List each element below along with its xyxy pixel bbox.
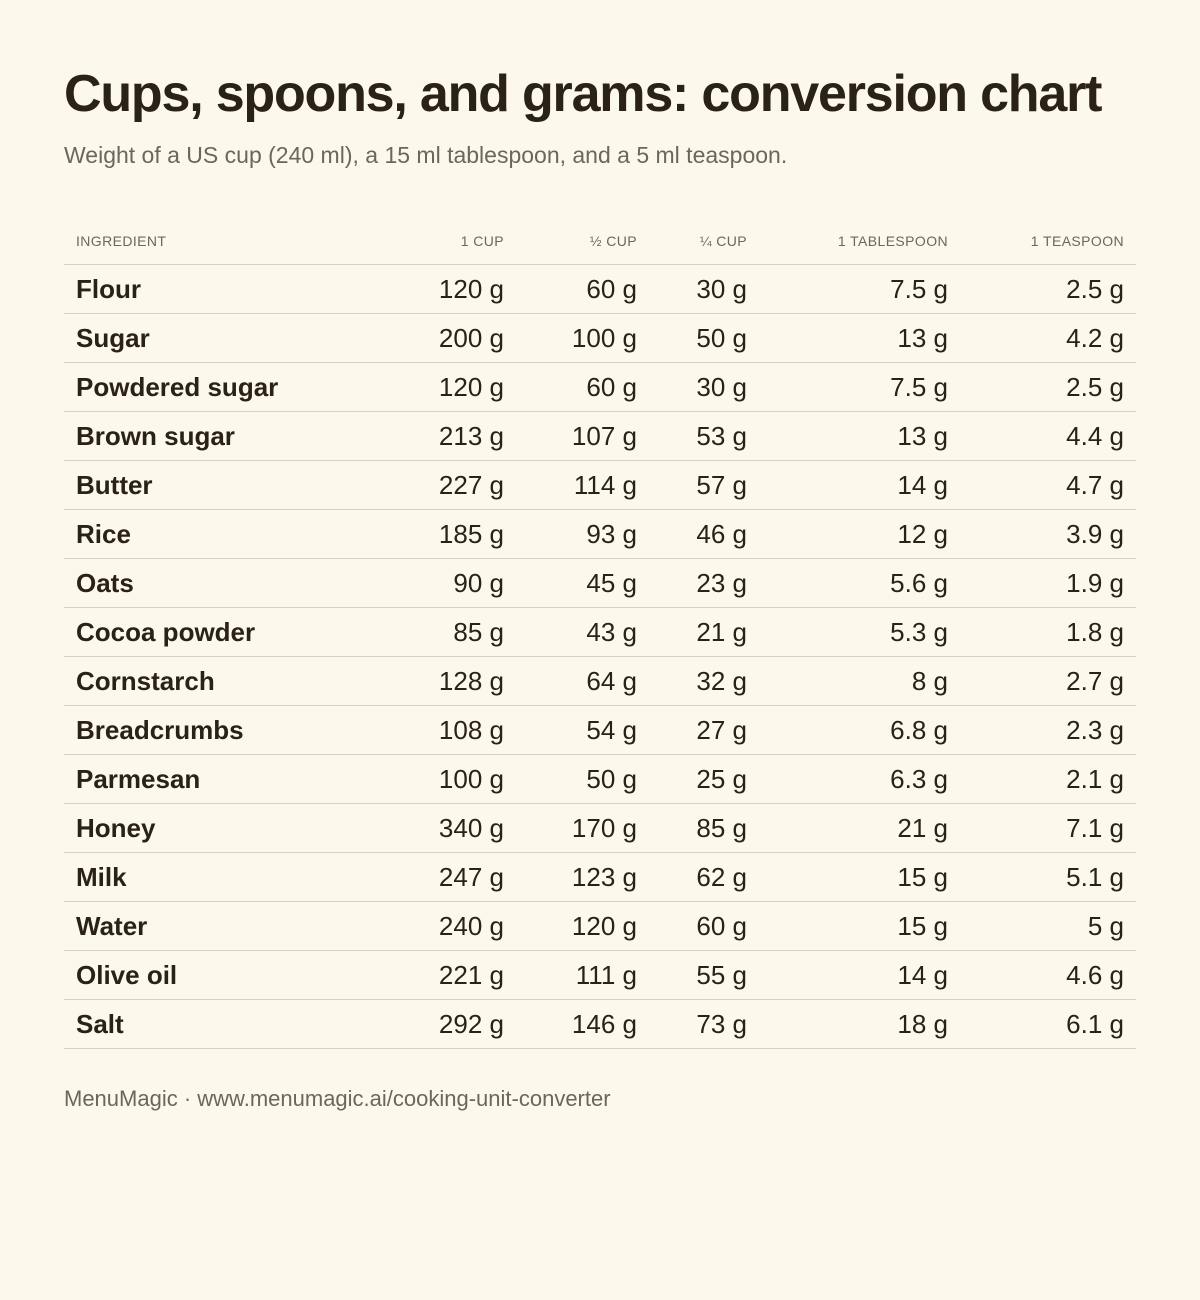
cell-1-teaspoon: 2.7 g (960, 657, 1136, 706)
cell-1-teaspoon: 2.5 g (960, 363, 1136, 412)
cell-ingredient: Parmesan (64, 755, 404, 804)
cell-ingredient: Water (64, 902, 404, 951)
table-row (64, 510, 1136, 559)
page-subtitle: Weight of a US cup (240 ml), a 15 ml tablespoon, and a 5 ml teaspoon. (64, 142, 788, 168)
cell-1-cup: 108 g (404, 706, 516, 755)
cell-half-cup: 120 g (516, 902, 649, 951)
cell-ingredient: Rice (64, 510, 404, 559)
cell-1-tablespoon: 14 g (759, 461, 960, 510)
cell-1-tablespoon: 14 g (759, 951, 960, 1000)
table-row (64, 265, 1136, 314)
cell-quarter-cup: 57 g (649, 461, 759, 510)
table-row (64, 951, 1136, 1000)
cell-half-cup: 60 g (516, 363, 649, 412)
cell-ingredient: Flour (64, 265, 404, 314)
cell-quarter-cup: 30 g (649, 363, 759, 412)
table-row (64, 1000, 1136, 1049)
cell-1-cup: 292 g (404, 1000, 516, 1049)
cell-half-cup: 114 g (516, 461, 649, 510)
cell-ingredient: Powdered sugar (64, 363, 404, 412)
cell-1-cup: 100 g (404, 755, 516, 804)
cell-1-cup: 240 g (404, 902, 516, 951)
table-row (64, 804, 1136, 853)
cell-1-cup: 213 g (404, 412, 516, 461)
cell-half-cup: 64 g (516, 657, 649, 706)
cell-quarter-cup: 32 g (649, 657, 759, 706)
cell-1-tablespoon: 6.3 g (759, 755, 960, 804)
cell-quarter-cup: 23 g (649, 559, 759, 608)
cell-1-teaspoon: 2.1 g (960, 755, 1136, 804)
cell-1-teaspoon: 4.7 g (960, 461, 1136, 510)
cell-1-cup: 200 g (404, 314, 516, 363)
cell-half-cup: 54 g (516, 706, 649, 755)
cell-ingredient: Breadcrumbs (64, 706, 404, 755)
cell-quarter-cup: 55 g (649, 951, 759, 1000)
cell-1-teaspoon: 4.2 g (960, 314, 1136, 363)
column-header-quarter-cup: ¼ CUP (649, 218, 759, 265)
cell-quarter-cup: 30 g (649, 265, 759, 314)
cell-1-teaspoon: 5 g (960, 902, 1136, 951)
column-header-half-cup: ½ CUP (516, 218, 649, 265)
cell-1-teaspoon: 2.3 g (960, 706, 1136, 755)
cell-half-cup: 45 g (516, 559, 649, 608)
column-header-1-teaspoon: 1 TEASPOON (960, 218, 1136, 265)
cell-1-cup: 185 g (404, 510, 516, 559)
table-row (64, 706, 1136, 755)
cell-1-cup: 247 g (404, 853, 516, 902)
cell-1-cup: 85 g (404, 608, 516, 657)
cell-1-teaspoon: 1.9 g (960, 559, 1136, 608)
table-row (64, 412, 1136, 461)
cell-1-tablespoon: 18 g (759, 1000, 960, 1049)
cell-quarter-cup: 85 g (649, 804, 759, 853)
column-header-1-tablespoon: 1 TABLESPOON (759, 218, 960, 265)
table-row (64, 608, 1136, 657)
cell-quarter-cup: 53 g (649, 412, 759, 461)
cell-1-cup: 128 g (404, 657, 516, 706)
cell-1-tablespoon: 21 g (759, 804, 960, 853)
cell-1-tablespoon: 5.3 g (759, 608, 960, 657)
cell-quarter-cup: 21 g (649, 608, 759, 657)
table-row (64, 755, 1136, 804)
cell-1-teaspoon: 7.1 g (960, 804, 1136, 853)
cell-ingredient: Oats (64, 559, 404, 608)
cell-1-teaspoon: 5.1 g (960, 853, 1136, 902)
cell-1-tablespoon: 13 g (759, 314, 960, 363)
cell-quarter-cup: 50 g (649, 314, 759, 363)
table-row (64, 657, 1136, 706)
cell-half-cup: 170 g (516, 804, 649, 853)
cell-1-tablespoon: 8 g (759, 657, 960, 706)
conversion-chart-page (64, 62, 1136, 1049)
cell-half-cup: 123 g (516, 853, 649, 902)
conversion-table (64, 218, 1136, 1049)
cell-ingredient: Salt (64, 1000, 404, 1049)
cell-half-cup: 43 g (516, 608, 649, 657)
cell-ingredient: Honey (64, 804, 404, 853)
cell-ingredient: Olive oil (64, 951, 404, 1000)
cell-quarter-cup: 46 g (649, 510, 759, 559)
cell-1-tablespoon: 12 g (759, 510, 960, 559)
cell-quarter-cup: 73 g (649, 1000, 759, 1049)
cell-1-tablespoon: 5.6 g (759, 559, 960, 608)
table-row (64, 853, 1136, 902)
page-title: Cups, spoons, and grams: conversion chart (64, 65, 1102, 123)
cell-ingredient: Brown sugar (64, 412, 404, 461)
cell-1-tablespoon: 15 g (759, 853, 960, 902)
cell-1-tablespoon: 6.8 g (759, 706, 960, 755)
cell-half-cup: 50 g (516, 755, 649, 804)
table-row (64, 461, 1136, 510)
table-row (64, 902, 1136, 951)
column-header-1-cup: 1 CUP (404, 218, 516, 265)
cell-1-cup: 340 g (404, 804, 516, 853)
cell-1-teaspoon: 4.4 g (960, 412, 1136, 461)
cell-1-teaspoon: 3.9 g (960, 510, 1136, 559)
cell-half-cup: 60 g (516, 265, 649, 314)
cell-ingredient: Cocoa powder (64, 608, 404, 657)
table-row (64, 314, 1136, 363)
cell-1-teaspoon: 4.6 g (960, 951, 1136, 1000)
cell-1-cup: 221 g (404, 951, 516, 1000)
header-row (64, 218, 1136, 265)
cell-half-cup: 93 g (516, 510, 649, 559)
cell-ingredient: Butter (64, 461, 404, 510)
cell-half-cup: 111 g (516, 951, 649, 1000)
cell-ingredient: Cornstarch (64, 657, 404, 706)
cell-half-cup: 100 g (516, 314, 649, 363)
cell-1-teaspoon: 6.1 g (960, 1000, 1136, 1049)
cell-quarter-cup: 60 g (649, 902, 759, 951)
cell-ingredient: Sugar (64, 314, 404, 363)
table-row (64, 559, 1136, 608)
cell-1-tablespoon: 13 g (759, 412, 960, 461)
cell-1-cup: 90 g (404, 559, 516, 608)
table-row (64, 363, 1136, 412)
footer-source: MenuMagic · www.menumagic.ai/cooking-unit-converter (64, 1086, 611, 1111)
cell-1-cup: 120 g (404, 265, 516, 314)
cell-quarter-cup: 27 g (649, 706, 759, 755)
table-header (64, 218, 1136, 265)
cell-ingredient: Milk (64, 853, 404, 902)
column-header-ingredient: INGREDIENT (64, 218, 404, 265)
cell-quarter-cup: 62 g (649, 853, 759, 902)
cell-1-teaspoon: 1.8 g (960, 608, 1136, 657)
cell-1-tablespoon: 7.5 g (759, 363, 960, 412)
cell-half-cup: 146 g (516, 1000, 649, 1049)
cell-quarter-cup: 25 g (649, 755, 759, 804)
cell-1-tablespoon: 15 g (759, 902, 960, 951)
cell-1-teaspoon: 2.5 g (960, 265, 1136, 314)
cell-half-cup: 107 g (516, 412, 649, 461)
cell-1-cup: 227 g (404, 461, 516, 510)
cell-1-tablespoon: 7.5 g (759, 265, 960, 314)
cell-1-cup: 120 g (404, 363, 516, 412)
table-body (64, 265, 1136, 1049)
